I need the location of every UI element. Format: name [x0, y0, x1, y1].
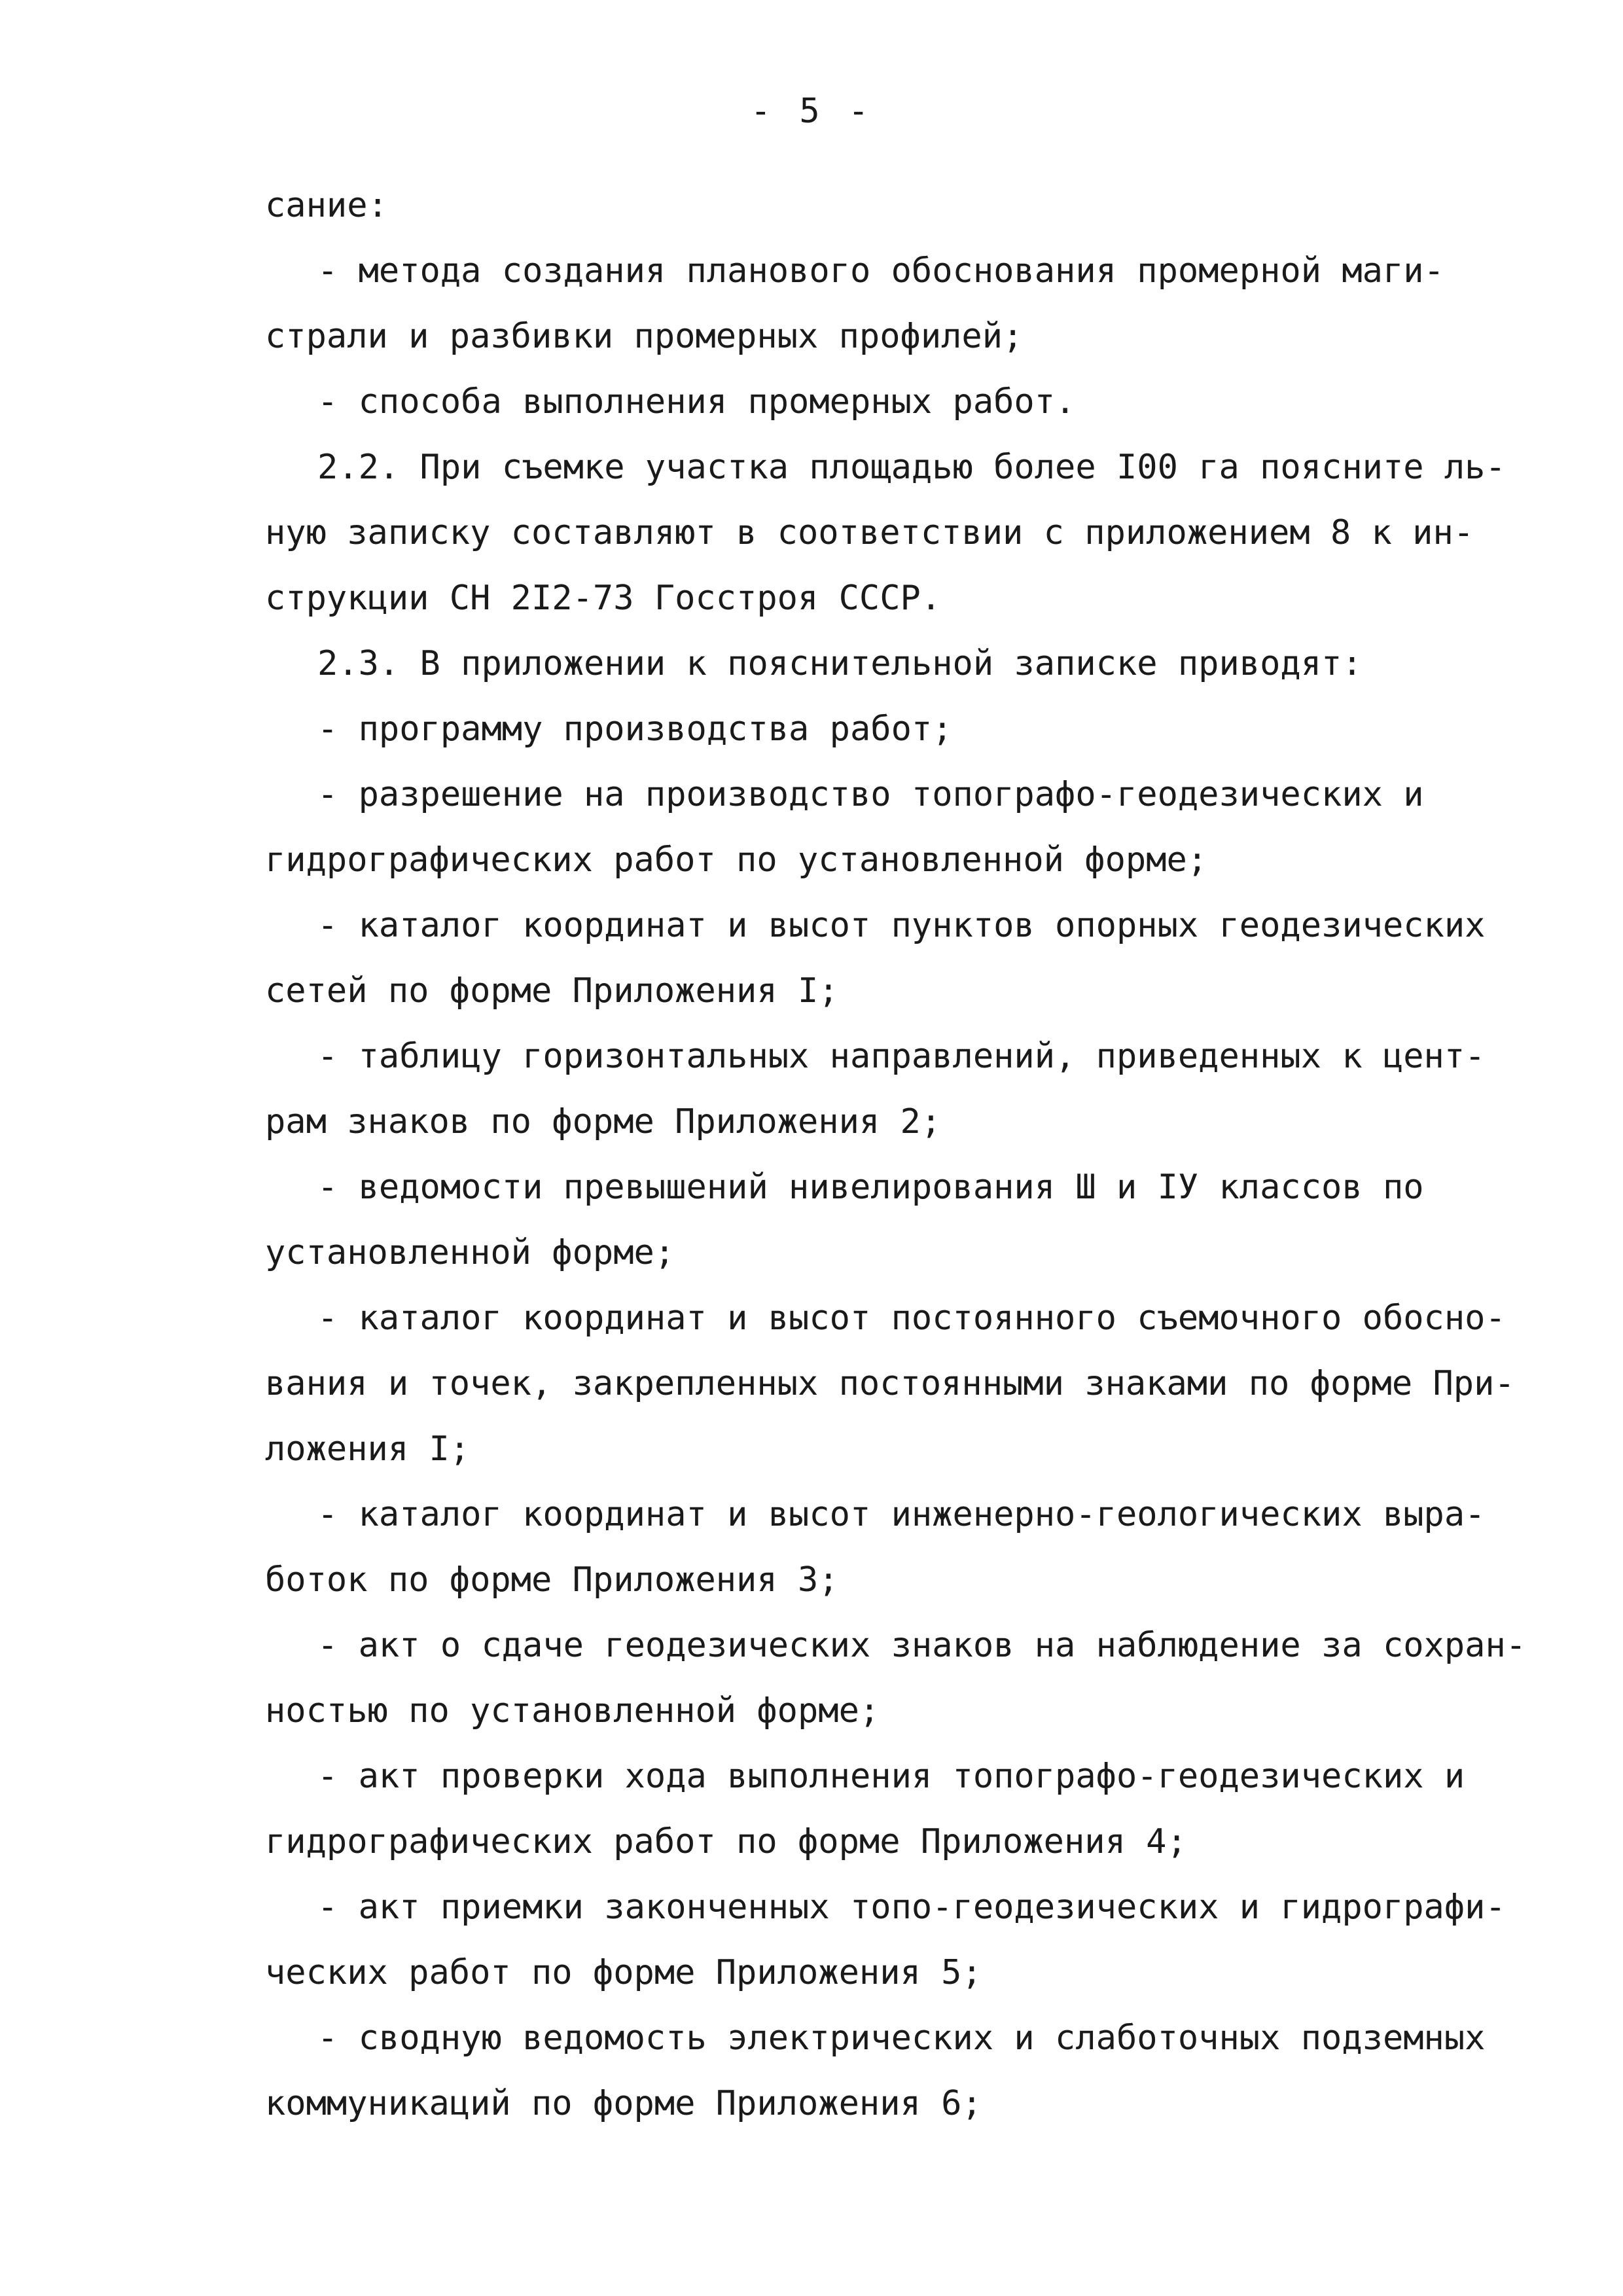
- text-line: 2.2. При съемке участка площадью более I00 га поясните ль-: [317, 448, 1506, 487]
- text-line: - каталог координат и высот пунктов опорных геодезических: [317, 906, 1486, 945]
- text-line: установленной форме;: [265, 1233, 675, 1272]
- text-line: ную записку составляют в соответствии с приложением 8 к ин-: [265, 513, 1474, 552]
- text-line: коммуникаций по форме Приложения 6;: [265, 2084, 982, 2123]
- text-line: ностью по установленной форме;: [265, 1691, 880, 1731]
- text-line: - акт приемки законченных топо-геодезических и гидрографи-: [317, 1888, 1506, 1927]
- text-line: боток по форме Приложения 3;: [265, 1560, 839, 1600]
- text-line: - каталог координат и высот инженерно-геологических выра-: [317, 1495, 1486, 1534]
- text-line: - таблицу горизонтальных направлений, приведенных к цент-: [317, 1037, 1486, 1076]
- text-line: - разрешение на производство топографо-геодезических и: [317, 775, 1424, 814]
- text-line: - акт проверки хода выполнения топографо-геодезических и: [317, 1757, 1465, 1796]
- text-line: 2.3. В приложении к пояснительной записке приводят:: [317, 644, 1363, 683]
- text-line: струкции СН 2I2-73 Госстроя СССР.: [265, 579, 942, 618]
- text-line: сетей по форме Приложения I;: [265, 971, 839, 1011]
- text-line: - способа выполнения промерных работ.: [317, 382, 1076, 422]
- text-line: страли и разбивки промерных профилей;: [265, 317, 1024, 356]
- page-number: - 5 -: [750, 92, 873, 131]
- text-line: - метода создания планового обоснования промерной маги-: [317, 251, 1444, 291]
- text-line: гидрографических работ по форме Приложения 4;: [265, 1822, 1187, 1861]
- text-line: - каталог координат и высот постоянного съемочного обосно-: [317, 1299, 1506, 1338]
- text-line: - ведомости превышений нивелирования Ш и IУ классов по: [317, 1168, 1424, 1207]
- text-line: ложения I;: [265, 1429, 471, 1469]
- text-line: - программу производства работ;: [317, 709, 953, 749]
- text-line: гидрографических работ по установленной форме;: [265, 840, 1208, 880]
- text-line: вания и точек, закрепленных постоянными знаками по форме При-: [265, 1364, 1515, 1403]
- text-line: ческих работ по форме Приложения 5;: [265, 1953, 982, 1992]
- text-line: - акт о сдаче геодезических знаков на наблюдение за сохран-: [317, 1626, 1527, 1665]
- text-line: - сводную ведомость электрических и слаботочных подземных: [317, 2018, 1486, 2058]
- text-line: сание:: [265, 186, 388, 225]
- text-line: рам знаков по форме Приложения 2;: [265, 1102, 942, 1141]
